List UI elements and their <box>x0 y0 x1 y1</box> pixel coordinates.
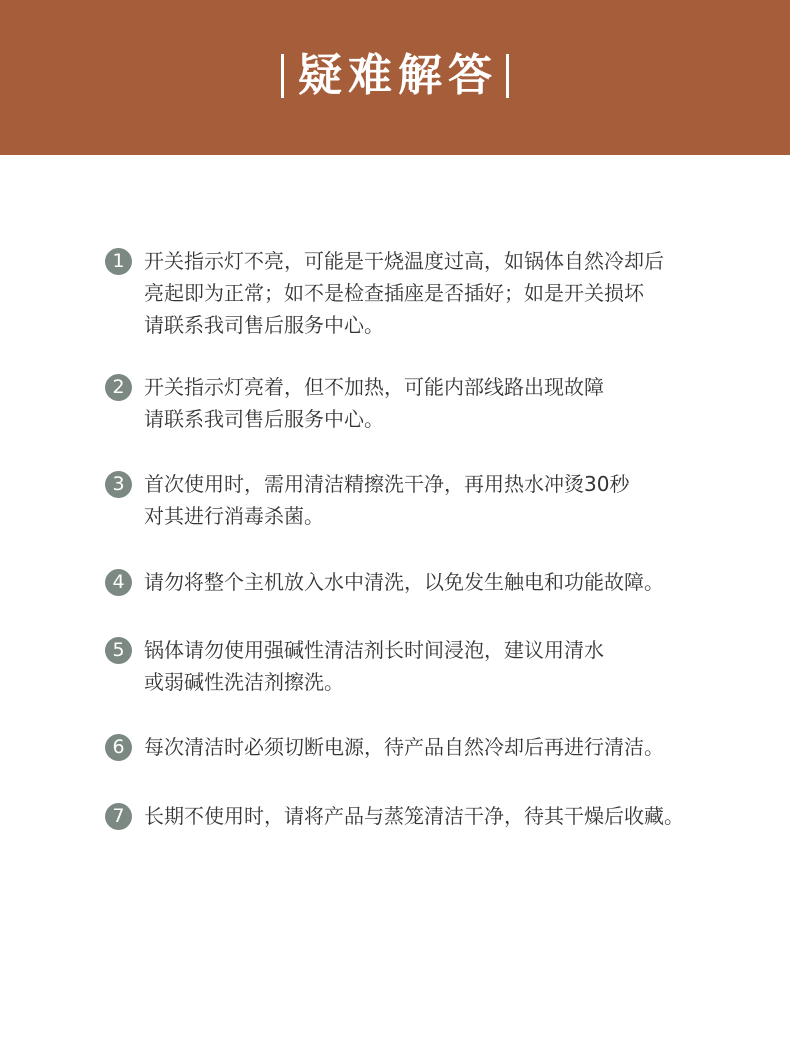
faq-line: 亮起即为正常；如不是检查插座是否插好；如是开关损坏 <box>144 281 644 305</box>
faq-text <box>144 634 764 698</box>
faq-text <box>144 731 764 763</box>
faq-line: 开关指示灯亮着，但不加热，可能内部线路出现故障 <box>144 375 604 399</box>
faq-line: 请勿将整个主机放入水中清洗，以免发生触电和功能故障。 <box>144 570 664 594</box>
number-badge: 2 <box>105 374 132 401</box>
number-badge: 4 <box>105 569 132 596</box>
number-badge: 6 <box>105 734 132 761</box>
title-text: 疑难解答 <box>298 50 498 101</box>
page-title <box>0 46 790 106</box>
faq-line: 首次使用时，需用清洁精擦洗干净，再用热水冲烫30秒 <box>144 472 630 496</box>
faq-line: 对其进行消毒杀菌。 <box>144 504 324 528</box>
number-badge: 5 <box>105 637 132 664</box>
faq-text <box>144 245 764 341</box>
faq-line: 每次清洁时必须切断电源，待产品自然冷却后再进行清洁。 <box>144 735 664 759</box>
faq-line: 或弱碱性洗洁剂擦洗。 <box>144 670 344 694</box>
title-right-bar <box>506 54 509 98</box>
number-badge: 7 <box>105 803 132 830</box>
faq-text <box>144 566 764 598</box>
number-badge: 3 <box>105 471 132 498</box>
faq-line: 开关指示灯不亮，可能是干烧温度过高，如锅体自然冷却后 <box>144 249 664 273</box>
faq-line: 请联系我司售后服务中心。 <box>144 313 384 337</box>
title-left-bar <box>281 54 284 98</box>
faq-line: 锅体请勿使用强碱性清洁剂长时间浸泡，建议用清水 <box>144 638 604 662</box>
header-banner <box>0 0 790 155</box>
faq-line: 请联系我司售后服务中心。 <box>144 407 384 431</box>
number-badge: 1 <box>105 248 132 275</box>
faq-text <box>144 371 764 435</box>
faq-text <box>144 468 764 532</box>
faq-line: 长期不使用时，请将产品与蒸笼清洁干净，待其干燥后收藏。 <box>144 804 684 828</box>
faq-text <box>144 800 764 832</box>
